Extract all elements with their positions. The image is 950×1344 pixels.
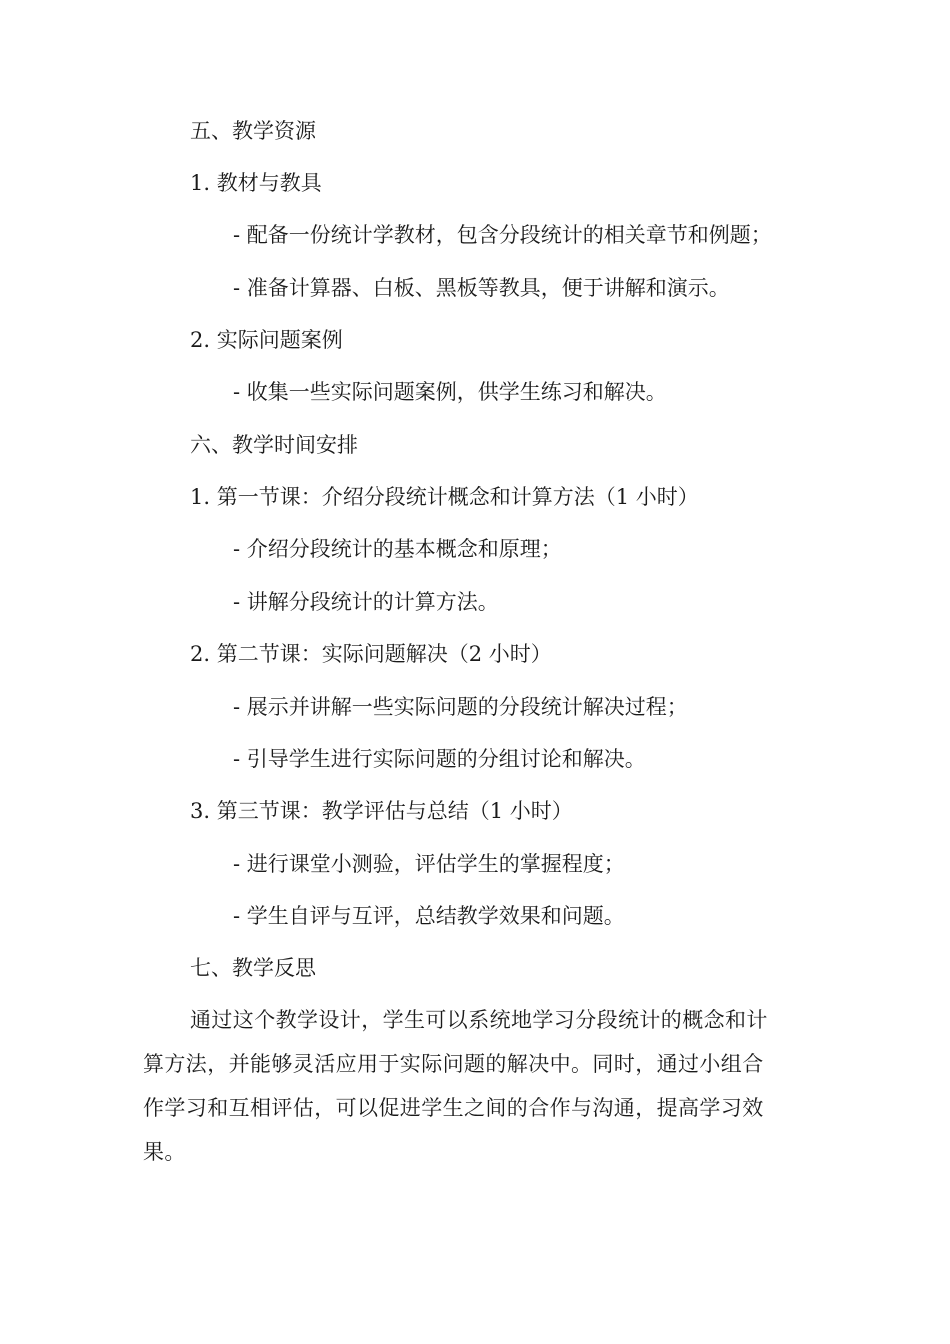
paragraph-line: 算方法，并能够灵活应用于实际问题的解决中。同时，通过小组合: [143, 1052, 764, 1076]
bullet-item: - 讲解分段统计的计算方法。: [233, 590, 499, 614]
section-heading-reflection: 七、教学反思: [190, 956, 316, 980]
bullet-item: - 学生自评与互评，总结教学效果和问题。: [233, 904, 625, 928]
paragraph-line: 通过这个教学设计，学生可以系统地学习分段统计的概念和计: [190, 1008, 768, 1032]
bullet-item: - 收集一些实际问题案例，供学生练习和解决。: [233, 380, 667, 404]
paragraph-line: 果。: [143, 1140, 186, 1164]
section-heading-resources: 五、教学资源: [190, 119, 316, 143]
list-item-label: 3. 第三节课：教学评估与总结（1 小时）: [190, 799, 573, 823]
bullet-item: - 引导学生进行实际问题的分组讨论和解决。: [233, 747, 646, 771]
bullet-item: - 进行课堂小测验，评估学生的掌握程度；: [233, 852, 625, 876]
bullet-item: - 配备一份统计学教材，包含分段统计的相关章节和例题；: [233, 223, 772, 247]
bullet-item: - 展示并讲解一些实际问题的分段统计解决过程；: [233, 695, 688, 719]
list-item-label: 2. 第二节课：实际问题解决（2 小时）: [190, 642, 552, 666]
section-heading-schedule: 六、教学时间安排: [190, 433, 358, 457]
paragraph-line: 作学习和互相评估，可以促进学生之间的合作与沟通，提高学习效: [143, 1096, 764, 1120]
bullet-item: - 准备计算器、白板、黑板等教具，便于讲解和演示。: [233, 276, 730, 300]
list-item-label: 1. 教材与教具: [190, 171, 322, 195]
list-item-label: 2. 实际问题案例: [190, 328, 343, 352]
list-item-label: 1. 第一节课：介绍分段统计概念和计算方法（1 小时）: [190, 485, 699, 509]
bullet-item: - 介绍分段统计的基本概念和原理；: [233, 537, 562, 561]
